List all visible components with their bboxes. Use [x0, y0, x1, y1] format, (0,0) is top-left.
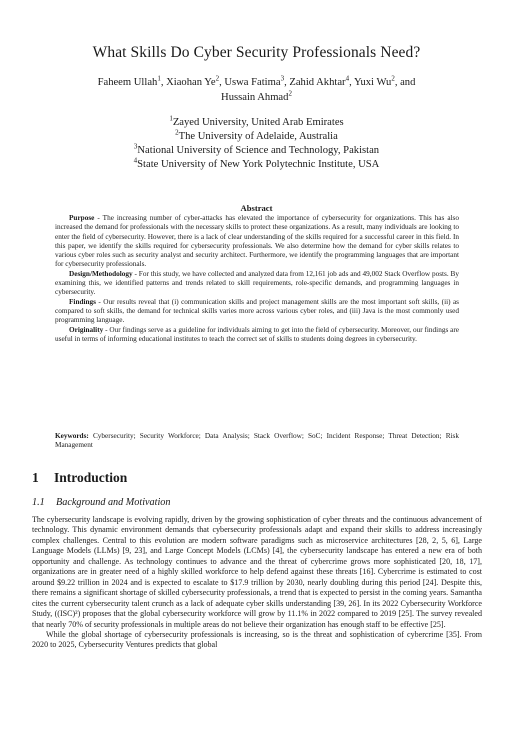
author: Yuxi Wu$^2$, and — [353, 74, 416, 88]
body-text — [32, 515, 482, 651]
author-line — [40, 75, 473, 90]
abstract-paragraph: Design/Methodology - For this study, we have collected and analyzed data from 12,161 job ads and 49,002 Stack Overflow posts. By examining this, we identified patterns and trends related to skill requirements, role-specific demands, and programming languages in cybersecurity. — [55, 269, 459, 297]
affiliation: $^4$State University of New York Polytechnic Institute, USA — [133, 156, 380, 170]
subsection-heading: 1.1 Background and Motivation — [32, 497, 171, 508]
section-heading: 1 Introduction — [32, 470, 128, 485]
affiliation: $^2$The University of Adelaide, Australia — [175, 128, 338, 142]
body-paragraph: The cybersecurity landscape is evolving rapidly, driven by the growing sophistication of cyber threats and the continuous advancement of technology. This dynamic environment demands that cybersecurity professionals adapt and expand their skills to address increasingly complex challenges. Central to this evolution are modern software paradigms such as microservice architectures [28, 2, 5, 6], Large Language Models (LLMs) [9, 23], and Large Concept Models (LCMs) [4], the cybersecurity landscape has entered a new era of both opportunity and challenge. As technology continues to advance and the threat of cybercrime grows more sophisticated [20, 18, 17], organizations are in greater need of a highly skilled workforce to help defend against these threats [16]. Cybercrime is estimated to cost around $9.22 trillion in 2024 and is expected to escalate to $17.9 trillion by 2030, nearly doubling during this period [24]. Despite this, there remains a significant shortage of skilled cybersecurity professionals, a trend that is expected to persist in the coming years. Samantha cites the current cybersecurity talent crunch as a lack of adequate cyber skills understanding [39, 26]. In its 2022 Cybersecurity Workforce Study, ((ISC)²) proposes that the global cybersecurity workforce will grow by 11.1% in 2022 compared to 2019 [25]. The survey revealed that nearly 70% of security professionals in multiple areas do not believe their organization has enough staff to be effective [25]. — [32, 515, 482, 629]
keywords-label: Keywords: — [55, 432, 89, 440]
paper-title: What Skills Do Cyber Security Professionals Need? — [92, 44, 421, 61]
affiliation: $^1$Zayed University, United Arab Emirates — [169, 114, 344, 128]
abstract-body — [55, 214, 459, 344]
affiliation: $^3$National University of Science and Technology, Pakistan — [133, 142, 380, 156]
keywords-text: Cybersecurity; Security Workforce; Data Analysis; Stack Overflow; SoC; Incident Response; Threat Detection; Risk Management — [55, 432, 459, 450]
abstract-paragraph: Findings - Our results reveal that (i) communication skills and project management skills are the most important soft skills, (ii) as compared to soft skills, the demand for technical skills varies more across various cyber roles, and (iii) Java is the most commonly used programming language. — [55, 297, 459, 325]
abstract-paragraph: Purpose - The increasing number of cyber-attacks has elevated the importance of cybersecurity for organizations. This has also increased the demand for professionals with the necessary skills to protect these organizations. As a result, many individuals are looking to enter the field of cybersecurity. However, there is a lack of clear understanding of the skills required for a successful career in this field. In this paper, we identify the skills required for cybersecurity professionals. We also determine how the demand for cyber skills relates to various cyber roles such as security analyst and security architect. Furthermore, we identify the programming languages that are important for cybersecurity professionals. — [55, 214, 459, 269]
abstract-heading: Abstract — [240, 203, 273, 213]
body-paragraph: While the global shortage of cybersecurity professionals is increasing, so is the threat and sophistication of cybercrime [35]. From 2020 to 2025, Cybersecurity Ventures predicts that global — [32, 629, 482, 650]
author-list — [40, 75, 473, 105]
keywords — [55, 432, 459, 451]
author: Xiaohan Ye$^2$, — [166, 74, 225, 88]
author: Uswa Fatima$^3$, — [224, 74, 290, 88]
author: Zahid Akhtar$^4$, — [289, 74, 354, 88]
author: Hussain Ahmad$^2$ — [221, 89, 292, 103]
affiliation-list — [0, 116, 513, 172]
author: Faheem Ullah$^1$, — [97, 74, 167, 88]
author-line — [40, 90, 473, 105]
abstract-paragraph: Originality - Our findings serve as a guideline for individuals aiming to get into the field of cybersecurity. Moreover, our findings are useful in terms of informing educational institutes to teach the correct set of skills to students doing degrees in cybersecurity. — [55, 325, 459, 343]
